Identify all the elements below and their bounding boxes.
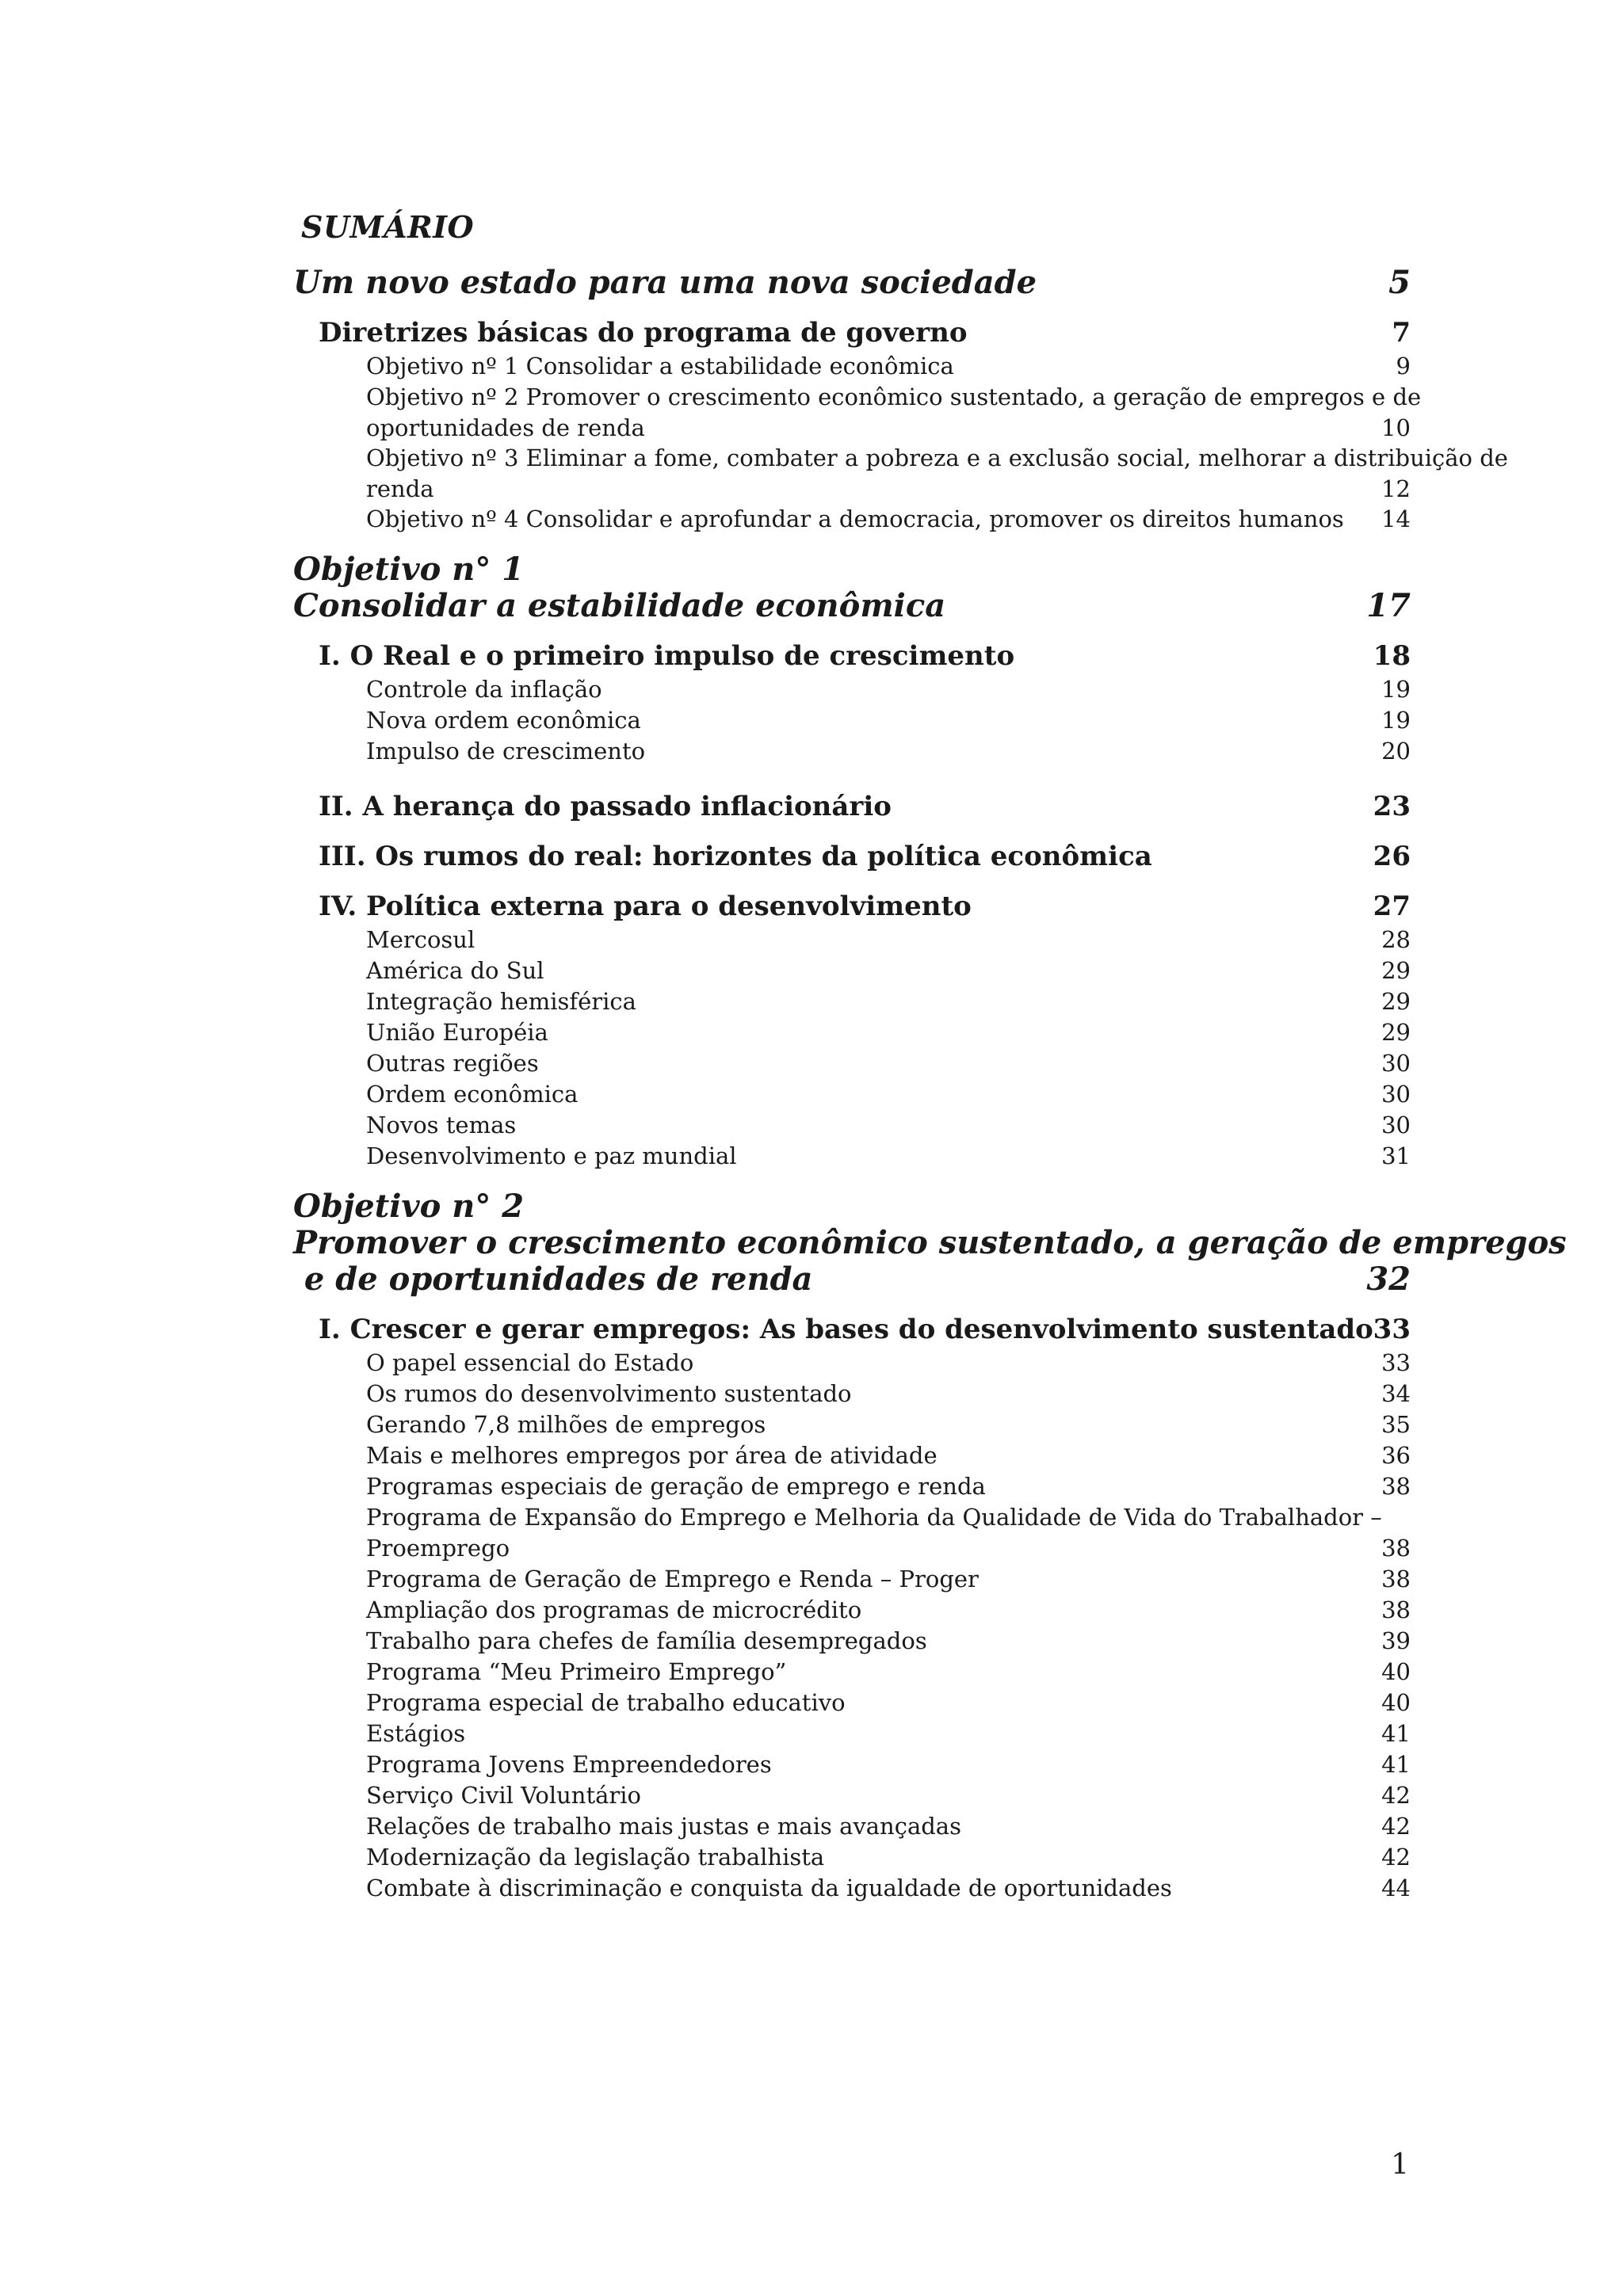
toc-entry[interactable] xyxy=(366,986,1411,1017)
toc-entry[interactable] xyxy=(366,1110,1411,1141)
toc-entry[interactable] xyxy=(366,1502,1411,1564)
section-label: I. O Real e o primeiro impulso de crescimento xyxy=(319,640,1015,672)
toc-entry[interactable] xyxy=(366,1842,1411,1873)
entry-text: Objetivo nº 1 Consolidar a estabilidade econômica xyxy=(366,353,954,379)
page-ref: 30 xyxy=(1381,1112,1411,1138)
entry-text: Os rumos do desenvolvimento sustentado xyxy=(366,1380,852,1407)
toc-title: SUMÁRIO xyxy=(301,209,475,245)
entry-text: oportunidades de renda xyxy=(366,414,645,441)
page-ref: 9 xyxy=(1396,353,1411,379)
page-ref: 14 xyxy=(1381,505,1411,532)
page-ref: 28 xyxy=(1381,926,1411,953)
page-ref: 40 xyxy=(1381,1689,1411,1716)
toc-entry[interactable] xyxy=(366,736,1411,767)
heading-label: Um novo estado para uma nova sociedade xyxy=(293,264,1037,301)
entry-text: Estágios xyxy=(366,1720,466,1747)
page-ref: 29 xyxy=(1381,1019,1411,1046)
entry-text: renda xyxy=(366,475,434,502)
page-ref: 17 xyxy=(1366,587,1411,624)
toc-section[interactable] xyxy=(319,789,1411,824)
entry-text: Controle da inflação xyxy=(366,676,602,703)
entry-text: Programa especial de trabalho educativo xyxy=(366,1689,846,1716)
toc-section[interactable] xyxy=(319,839,1411,874)
section-label: I. Crescer e gerar empregos: As bases do desenvolvimento sustentado xyxy=(319,1314,1373,1345)
toc-entry[interactable] xyxy=(366,1595,1411,1626)
page-ref: 7 xyxy=(1392,317,1411,349)
toc-entry[interactable] xyxy=(366,382,1422,444)
page-ref: 29 xyxy=(1381,988,1411,1015)
page-ref: 27 xyxy=(1373,891,1411,922)
page-ref: 23 xyxy=(1373,791,1411,822)
entry-text: União Européia xyxy=(366,1019,548,1046)
heading-label: Objetivo n° 1 xyxy=(293,551,525,588)
entry-text: Trabalho para chefes de família desempregados xyxy=(366,1627,927,1654)
entry-text: Combate à discriminação e conquista da igualdade de oportunidades xyxy=(366,1875,1172,1901)
page-ref: 41 xyxy=(1381,1751,1411,1778)
page-ref: 33 xyxy=(1373,1314,1411,1345)
section-label: III. Os rumos do real: horizontes da política econômica xyxy=(319,841,1152,872)
entry-text: Mercosul xyxy=(366,926,475,953)
toc-entry[interactable] xyxy=(366,443,1508,505)
page-ref: 12 xyxy=(1381,475,1411,502)
toc-entry[interactable] xyxy=(366,1688,1411,1718)
heading-label: Promover o crescimento econômico sustentado, a geração de empregos xyxy=(293,1224,1567,1261)
entry-text: Nova ordem econômica xyxy=(366,707,641,734)
entry-text: Desenvolvimento e paz mundial xyxy=(366,1142,737,1169)
toc-heading-objetivo-1[interactable] xyxy=(293,551,1411,624)
toc-entry[interactable] xyxy=(366,351,1411,382)
section-label: IV. Política externa para o desenvolvimento xyxy=(319,891,972,922)
toc-entry[interactable] xyxy=(366,1564,1411,1595)
toc-section[interactable] xyxy=(319,639,1411,673)
toc-entry[interactable] xyxy=(366,1873,1411,1904)
entry-text: Novos temas xyxy=(366,1112,517,1138)
toc-entry[interactable] xyxy=(366,674,1411,705)
section-label: Diretrizes básicas do programa de governo xyxy=(319,317,968,349)
page-ref: 10 xyxy=(1381,414,1411,441)
toc-heading-intro[interactable] xyxy=(293,265,1411,301)
entry-text: O papel essencial do Estado xyxy=(366,1349,694,1376)
toc-entry[interactable] xyxy=(366,1079,1411,1110)
entry-text: Outras regiões xyxy=(366,1050,539,1077)
toc-entry[interactable] xyxy=(366,1379,1411,1409)
entry-text: Programa de Expansão do Emprego e Melhoria da Qualidade de Vida do Trabalhador – xyxy=(366,1504,1382,1531)
page-ref: 34 xyxy=(1381,1380,1411,1407)
page-ref: 36 xyxy=(1381,1442,1411,1469)
page-ref: 41 xyxy=(1381,1720,1411,1747)
entry-text: Programa de Geração de Emprego e Renda – Proger xyxy=(366,1566,979,1592)
page-ref: 42 xyxy=(1381,1813,1411,1840)
toc-entry[interactable] xyxy=(366,1141,1411,1172)
entry-text: Mais e melhores empregos por área de atividade xyxy=(366,1442,938,1469)
page-ref: 19 xyxy=(1381,707,1411,734)
entry-text: Integração hemisférica xyxy=(366,988,636,1015)
entry-text: Proemprego xyxy=(366,1535,510,1562)
toc-entry[interactable] xyxy=(366,1348,1411,1379)
entry-text: Ordem econômica xyxy=(366,1081,579,1108)
section-label: II. A herança do passado inflacionário xyxy=(319,791,892,822)
toc-entry[interactable] xyxy=(366,955,1411,986)
page-ref: 38 xyxy=(1381,1566,1411,1592)
page-ref: 42 xyxy=(1381,1844,1411,1871)
page-ref: 38 xyxy=(1381,1535,1411,1562)
entry-text: Programas especiais de geração de emprego e renda xyxy=(366,1473,986,1500)
toc-heading-objetivo-2[interactable] xyxy=(293,1188,1567,1298)
page-ref: 32 xyxy=(1366,1261,1411,1298)
page-number: 1 xyxy=(1391,2149,1409,2181)
page-ref: 33 xyxy=(1381,1349,1411,1376)
entry-text: Gerando 7,8 milhões de empregos xyxy=(366,1411,766,1438)
page-ref: 26 xyxy=(1373,841,1411,872)
toc-entry[interactable] xyxy=(366,1718,1411,1749)
toc-entry[interactable] xyxy=(366,1471,1411,1502)
toc-section[interactable] xyxy=(319,1312,1411,1347)
toc-entry[interactable] xyxy=(366,1811,1411,1842)
entry-text: Objetivo nº 4 Consolidar e aprofundar a democracia, promover os direitos humanos xyxy=(366,505,1344,532)
entry-text: Programa Jovens Empreendedores xyxy=(366,1751,772,1778)
page-ref: 29 xyxy=(1381,957,1411,984)
page-ref: 38 xyxy=(1381,1596,1411,1623)
entry-text: Objetivo nº 3 Eliminar a fome, combater a pobreza e a exclusão social, melhorar a distribuição de xyxy=(366,444,1508,471)
page-ref: 44 xyxy=(1381,1875,1411,1901)
page-ref: 30 xyxy=(1381,1050,1411,1077)
toc-entry[interactable] xyxy=(366,1626,1411,1657)
toc-entry[interactable] xyxy=(366,1657,1411,1688)
toc-section-diretrizes[interactable] xyxy=(319,315,1411,350)
toc-entry[interactable] xyxy=(366,1749,1411,1780)
toc-entry[interactable] xyxy=(366,925,1411,955)
entry-text: Relações de trabalho mais justas e mais avançadas xyxy=(366,1813,961,1840)
entry-text: Programa “Meu Primeiro Emprego” xyxy=(366,1658,787,1685)
page-ref: 35 xyxy=(1381,1411,1411,1438)
page-ref: 19 xyxy=(1381,676,1411,703)
toc-entry[interactable] xyxy=(366,504,1411,535)
toc-entry[interactable] xyxy=(366,705,1411,736)
heading-label: Consolidar a estabilidade econômica xyxy=(293,587,946,624)
page-ref: 18 xyxy=(1373,640,1411,672)
entry-text: Serviço Civil Voluntário xyxy=(366,1782,641,1809)
entry-text: Impulso de crescimento xyxy=(366,738,646,765)
entry-text: Objetivo nº 2 Promover o crescimento econômico sustentado, a geração de empregos e de xyxy=(366,383,1422,410)
toc-entry[interactable] xyxy=(366,1048,1411,1079)
page-ref: 30 xyxy=(1381,1081,1411,1108)
page-ref: 38 xyxy=(1381,1473,1411,1500)
page-ref: 39 xyxy=(1381,1627,1411,1654)
page-ref: 5 xyxy=(1388,264,1411,301)
toc-entry[interactable] xyxy=(366,1780,1411,1811)
page-ref: 40 xyxy=(1381,1658,1411,1685)
entry-text: Ampliação dos programas de microcrédito xyxy=(366,1596,862,1623)
entry-text: Modernização da legislação trabalhista xyxy=(366,1844,825,1871)
toc-section[interactable] xyxy=(319,889,1411,924)
entry-text: América do Sul xyxy=(366,957,544,984)
page-ref: 42 xyxy=(1381,1782,1411,1809)
heading-label: Objetivo n° 2 xyxy=(293,1188,525,1225)
heading-label: e de oportunidades de renda xyxy=(293,1261,813,1298)
page-ref: 20 xyxy=(1381,738,1411,765)
page-ref: 31 xyxy=(1381,1142,1411,1169)
toc-entry[interactable] xyxy=(366,1440,1411,1471)
toc-entry[interactable] xyxy=(366,1409,1411,1440)
toc-entry[interactable] xyxy=(366,1017,1411,1048)
